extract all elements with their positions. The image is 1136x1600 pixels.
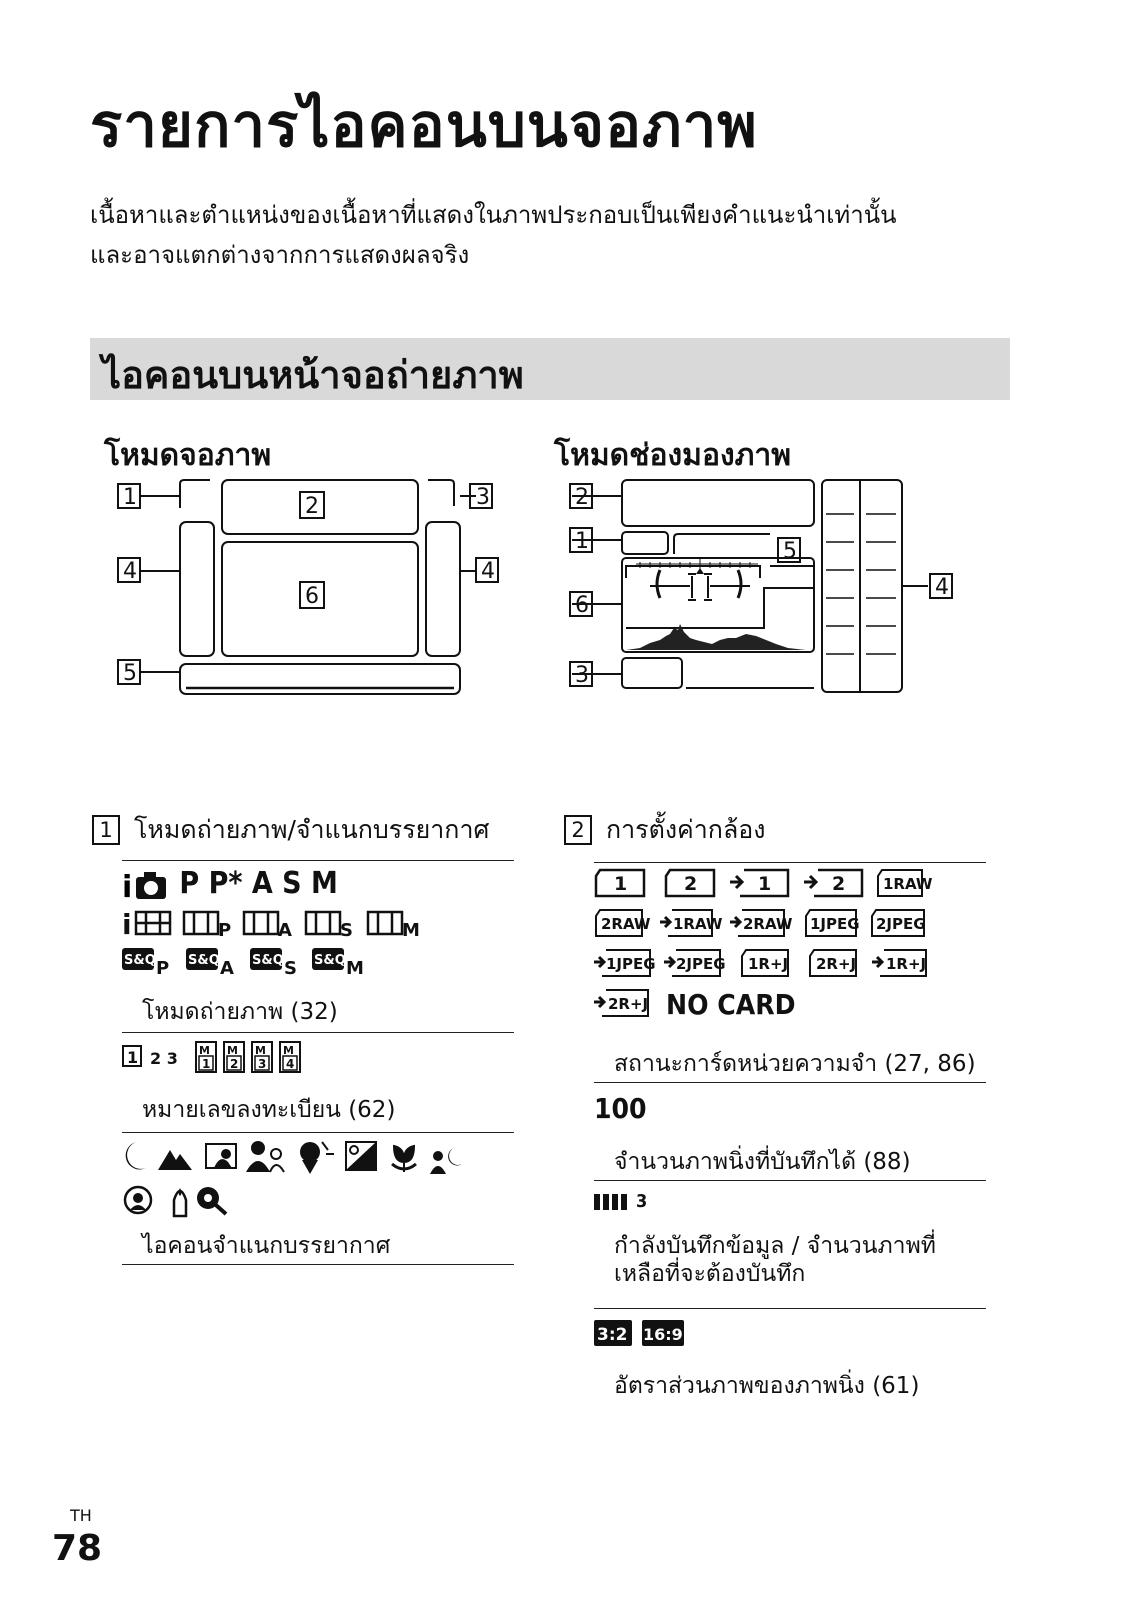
svg-text:S&Q: S&Q [188, 953, 220, 968]
vf-region-3-frame [622, 658, 682, 688]
shots-remaining-value: 100 [594, 1092, 647, 1125]
svg-text:1R+J: 1R+J [748, 955, 789, 973]
movie-icon [136, 912, 170, 934]
scene-desc: ไอคอนจำแนกบรรยากาศ [142, 1233, 391, 1259]
svg-text:2R+J: 2R+J [816, 955, 857, 973]
night-scene-icon [126, 1142, 146, 1170]
macro-icon [392, 1146, 416, 1172]
svg-text:P: P [156, 958, 170, 979]
aspect-desc: อัตราส่วนภาพของภาพนิ่ง (61) [614, 1373, 920, 1399]
iauto-icon [122, 869, 170, 905]
svg-text:S&Q: S&Q [124, 953, 156, 968]
svg-text:P: P [218, 920, 232, 941]
aspect-16-9-icon [642, 1320, 684, 1346]
divider [594, 1308, 986, 1309]
writing-bars-icon [594, 1190, 634, 1212]
register-desc: หมายเลขลงทะเบียน (62) [142, 1097, 396, 1123]
svg-text:M: M [255, 1044, 266, 1057]
divider [594, 862, 986, 863]
writing-desc [614, 1232, 974, 1288]
svg-text:3:2: 3:2 [597, 1325, 628, 1345]
right-column-heading [564, 810, 766, 850]
right-heading-text: การตั้งค่ากล้อง [606, 815, 766, 844]
card-write-2rj-icon [594, 990, 648, 1016]
svg-text:1JPEG: 1JPEG [810, 915, 860, 933]
memory-1-icon [196, 1042, 216, 1072]
card-slot1-icon [596, 870, 644, 896]
card-write-2raw-icon [730, 910, 793, 936]
card-1jpeg-icon [806, 910, 860, 936]
monitor-mode-title: โหมดจอภาพ [104, 438, 272, 473]
card-1raw-icon [878, 870, 933, 896]
svg-text:2RAW: 2RAW [601, 915, 651, 933]
aspect-ratio-icons [594, 1318, 694, 1352]
sq-a-icon [186, 948, 234, 979]
vf-region-2-frame [622, 480, 814, 526]
label-4-left: 4 [123, 559, 137, 584]
region-5-frame [180, 664, 460, 694]
svg-text:16:9: 16:9 [643, 1325, 683, 1344]
region-3-frame [428, 480, 454, 506]
svg-text:2R+J: 2R+J [608, 995, 649, 1013]
divider [594, 1082, 986, 1083]
intro-line-2: และอาจแตกต่างจากการแสดงผลจริง [90, 241, 470, 269]
svg-text:1: 1 [758, 873, 772, 895]
card-write-1raw-icon [660, 910, 723, 936]
svg-text:1R+J: 1R+J [886, 955, 927, 973]
intro-line-1: เนื้อหาและตำแหน่งของเนื้อหาที่แสดงในภาพประกอบเป็นเพียงคำแนะนำเท่านั้น [90, 201, 897, 229]
svg-text:4: 4 [286, 1057, 295, 1071]
heading-number-1: 1 [92, 815, 120, 845]
memory-2-icon [224, 1042, 244, 1072]
spotlight-icon [300, 1142, 334, 1174]
backlight-icon [346, 1142, 376, 1170]
vf-label-5: 5 [783, 539, 797, 564]
svg-text:1: 1 [202, 1057, 211, 1071]
svg-text:1RAW: 1RAW [673, 915, 723, 933]
card-desc: สถานะการ์ดหน่วยความจำ (27, 86) [614, 1051, 976, 1077]
card-1rj-icon [742, 950, 788, 976]
movie-s-icon [306, 912, 353, 941]
movie-m-icon [368, 912, 420, 941]
svg-text:M: M [346, 958, 364, 979]
svg-text:1JPEG: 1JPEG [606, 955, 656, 973]
svg-text:2: 2 [230, 1057, 239, 1071]
register-2-3: 2 3 [150, 1049, 178, 1068]
vf-label-4: 4 [935, 575, 949, 600]
card-slot2-icon [666, 870, 714, 896]
region-2-frame [222, 480, 418, 534]
svg-text:M: M [227, 1044, 238, 1057]
writing-indicator [594, 1190, 647, 1212]
mode-m-icon: M [310, 866, 338, 901]
divider [122, 1132, 514, 1133]
portrait-icon [246, 1141, 284, 1172]
svg-text:M: M [402, 920, 420, 941]
heading-number-2: 2 [564, 815, 592, 845]
svg-text:3: 3 [258, 1057, 267, 1071]
aspect-3-2-icon [594, 1320, 632, 1346]
low-light-icon [174, 1188, 186, 1216]
page-number: 78 [52, 1528, 103, 1569]
sq-p-icon [122, 948, 169, 979]
vf-label-6: 6 [575, 593, 589, 618]
svg-text:A: A [278, 920, 292, 941]
card-write-1rj-icon [872, 950, 926, 976]
vf-label-3: 3 [575, 663, 589, 688]
backlight-portrait-icon [206, 1144, 236, 1168]
writing-count: 3 [636, 1191, 648, 1212]
register-number-icons [122, 1040, 322, 1076]
page-title: รายการไอคอนบนจอภาพ [90, 91, 758, 161]
divider [122, 1264, 514, 1265]
tripod-icon [197, 1187, 226, 1214]
card-write-1jpeg-icon [594, 950, 656, 976]
night-portrait-icon [430, 1148, 462, 1174]
svg-text:1: 1 [614, 873, 628, 895]
movie-p-icon [184, 912, 231, 941]
section-title: ไอคอนบนหน้าจอถ่ายภาพ [102, 353, 524, 397]
left-heading-text: โหมดถ่ายภาพ/จำแนกบรรยากาศ [134, 815, 490, 844]
svg-text:M: M [283, 1044, 294, 1057]
memory-3-icon [252, 1042, 272, 1072]
viewfinder-mode-title: โหมดช่องมองภาพ [554, 438, 792, 473]
svg-text:2JPEG: 2JPEG [876, 915, 926, 933]
divider [122, 1032, 514, 1033]
svg-text:1: 1 [127, 1048, 139, 1067]
shooting-mode-desc: โหมดถ่ายภาพ (32) [142, 999, 338, 1025]
memory-4-icon [280, 1042, 300, 1072]
vf-region-1-frame [622, 532, 668, 554]
label-1: 1 [123, 485, 137, 510]
sq-s-icon [250, 948, 297, 979]
baby-icon [125, 1187, 151, 1213]
divider [594, 1180, 986, 1181]
mode-a-icon: A [251, 866, 273, 901]
region-4-right-frame [426, 522, 460, 656]
svg-text:2RAW: 2RAW [743, 915, 793, 933]
card-2rj-icon [810, 950, 856, 976]
monitor-mode-diagram [110, 478, 495, 704]
region-6-frame [222, 542, 418, 656]
scene-recognition-icons [122, 1138, 482, 1224]
writing-desc-line2: เหลือที่จะต้องบันทึก [614, 1261, 806, 1287]
svg-text:i: i [122, 869, 133, 905]
svg-text:2: 2 [684, 873, 698, 895]
svg-text:S&Q: S&Q [252, 953, 284, 968]
viewfinder-mode-diagram [570, 478, 990, 708]
svg-text:S&Q: S&Q [314, 953, 346, 968]
svg-text:2JPEG: 2JPEG [676, 955, 726, 973]
region-1-frame [180, 480, 210, 508]
label-2: 2 [305, 494, 319, 519]
svg-text:2: 2 [832, 873, 846, 895]
language-tag: TH [70, 1506, 92, 1525]
card-2jpeg-icon [872, 910, 926, 936]
mode-p-icon: P [179, 866, 200, 901]
card-write-slot1-icon [730, 870, 788, 896]
movie-a-icon [244, 912, 292, 941]
vf-label-2: 2 [575, 485, 589, 510]
sq-m-icon [312, 948, 364, 979]
shooting-mode-icons-row1 [122, 866, 338, 905]
vf-region-4-frame [822, 480, 902, 692]
left-column-heading [92, 810, 489, 850]
label-3: 3 [476, 485, 490, 510]
mode-pshift-icon: P* [208, 866, 243, 901]
label-4-right: 4 [481, 559, 495, 584]
card-write-2jpeg-icon [664, 950, 726, 976]
shots-desc: จำนวนภาพนิ่งที่บันทึกได้ (88) [614, 1149, 911, 1175]
svg-text:1RAW: 1RAW [883, 875, 933, 893]
vf-label-1: 1 [575, 529, 589, 554]
svg-text:S: S [340, 920, 353, 941]
writing-desc-line1: กำลังบันทึกข้อมูล / จำนวนภาพที่ [614, 1233, 936, 1259]
region-4-left-frame [180, 522, 214, 656]
divider [122, 860, 514, 861]
label-6: 6 [305, 584, 319, 609]
svg-text:i: i [122, 908, 132, 941]
movie-mode-icons-row2 [122, 906, 432, 940]
landscape-icon [158, 1150, 192, 1170]
card-write-slot2-icon [804, 870, 862, 896]
svg-text:S: S [284, 958, 297, 979]
svg-text:M: M [199, 1044, 210, 1057]
label-5: 5 [123, 661, 137, 686]
card-2raw-icon [596, 910, 651, 936]
sq-mode-icons-row3 [122, 944, 382, 980]
no-card-indicator: NO CARD [666, 988, 796, 1021]
svg-text:A: A [220, 958, 234, 979]
vf-region-6-frame [622, 558, 814, 652]
mode-s-icon: S [282, 866, 302, 901]
